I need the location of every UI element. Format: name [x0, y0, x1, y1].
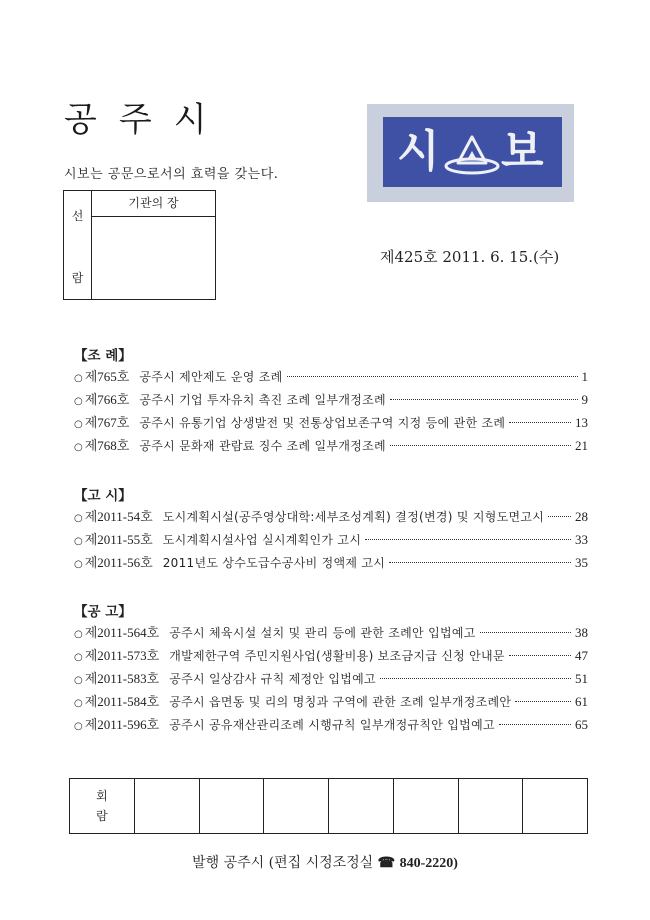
toc-title: 공주시 유통기업 상생발전 및 전통상업보존구역 지정 등에 관한 조례 — [139, 416, 506, 430]
circulation-signature-cell[interactable] — [394, 779, 459, 833]
toc-item[interactable] — [74, 506, 588, 526]
toc-page: 61 — [575, 694, 588, 709]
toc-title: 공주시 공유재산관리조례 시행규칙 일부개정규칙안 입법예고 — [169, 718, 495, 732]
toc-item[interactable] — [74, 714, 588, 734]
toc-title: 2011년도 상수도급수공사비 정액제 고시 — [162, 556, 386, 570]
toc-title: 도시계획시설(공주영상대학:세부조성계획) 결정(변경) 및 지형도면고시 — [162, 510, 545, 524]
toc-item[interactable] — [74, 691, 588, 711]
dot-leader — [380, 678, 571, 679]
dot-leader — [515, 701, 571, 702]
dot-leader — [390, 399, 578, 400]
toc-page: 13 — [575, 415, 588, 430]
toc-title: 도시계획시설사업 실시계획인가 고시 — [162, 533, 362, 547]
toc-page: 1 — [581, 369, 588, 384]
publisher-text: 발행 공주시 (편집 시정조정실 — [192, 855, 374, 871]
circulation-signature-cell[interactable] — [200, 779, 265, 833]
toc-number: 제767호 — [84, 415, 130, 430]
phone-number: 840-2220) — [399, 856, 458, 871]
toc-page: 21 — [575, 438, 588, 453]
bullet-icon: ○ — [74, 442, 83, 453]
toc-number: 제2011-583호 — [84, 671, 160, 686]
issue-number-date: 제425호 2011. 6. 15.(수) — [380, 248, 560, 266]
phone-icon: ☎ — [377, 856, 396, 871]
dot-leader — [365, 539, 571, 540]
circulation-signature-cell[interactable] — [329, 779, 394, 833]
toc-item[interactable] — [74, 668, 588, 688]
section-heading-notice: 【고 시】 — [74, 488, 132, 504]
toc-page: 47 — [575, 648, 588, 663]
section-heading-ordinance: 【조 례】 — [74, 348, 132, 364]
dot-leader — [287, 376, 578, 377]
toc-number: 제2011-56호 — [84, 555, 153, 570]
toc-item[interactable] — [74, 529, 588, 549]
bullet-icon: ○ — [74, 629, 83, 640]
approval-side-top: 선 — [71, 209, 84, 223]
water-drop-emblem-icon — [443, 133, 501, 177]
toc-item[interactable] — [74, 645, 588, 665]
circulation-label-bottom: 람 — [96, 809, 108, 823]
toc-page: 9 — [581, 392, 588, 407]
logo-right-char: 보 — [501, 126, 544, 177]
toc-page: 65 — [575, 717, 588, 732]
circulation-label-cell — [70, 779, 135, 833]
dot-leader — [389, 562, 571, 563]
toc-title: 공주시 읍면동 및 리의 명칭과 구역에 관한 조례 일부개정조례안 — [169, 695, 512, 709]
toc-title: 공주시 일상감사 규칙 제정안 입법예고 — [169, 672, 376, 686]
section-heading-announcement: 【공 고】 — [74, 604, 132, 620]
toc-number: 제766호 — [84, 392, 130, 407]
dot-leader — [480, 632, 571, 633]
tagline: 시보는 공문으로서의 효력을 갖는다. — [64, 167, 279, 182]
bullet-icon: ○ — [74, 675, 83, 686]
toc-title: 공주시 체육시설 설치 및 관리 등에 관한 조례안 입법예고 — [169, 626, 476, 640]
toc-item[interactable] — [74, 389, 588, 409]
bullet-icon: ○ — [74, 698, 83, 709]
toc-page: 28 — [575, 509, 588, 524]
city-title: 공주시 — [64, 100, 229, 140]
bullet-icon: ○ — [74, 536, 83, 547]
toc-number: 제765호 — [84, 369, 130, 384]
toc-number: 제2011-564호 — [84, 625, 160, 640]
toc-number: 제2011-55호 — [84, 532, 153, 547]
approval-side-bottom: 람 — [71, 271, 84, 285]
circulation-signature-cell[interactable] — [135, 779, 200, 833]
bullet-icon: ○ — [74, 559, 83, 570]
toc-page: 38 — [575, 625, 588, 640]
bullet-icon: ○ — [74, 652, 83, 663]
dot-leader — [509, 655, 571, 656]
circulation-table — [69, 778, 588, 834]
dot-leader — [390, 445, 571, 446]
logo-left-char: 시 — [397, 126, 440, 177]
circulation-signature-cell[interactable] — [459, 779, 524, 833]
circulation-signature-cell[interactable] — [523, 779, 587, 833]
bullet-icon: ○ — [74, 721, 83, 732]
toc-number: 제2011-54호 — [84, 509, 153, 524]
bullet-icon: ○ — [74, 419, 83, 430]
toc-page: 33 — [575, 532, 588, 547]
toc-item[interactable] — [74, 412, 588, 432]
approval-head-label: 기관의 장 — [92, 191, 215, 217]
dot-leader — [548, 516, 571, 517]
dot-leader — [509, 422, 571, 423]
bullet-icon: ○ — [74, 513, 83, 524]
toc-number: 제2011-596호 — [84, 717, 160, 732]
circulation-label-top: 회 — [96, 789, 108, 803]
circulation-signature-cell[interactable] — [264, 779, 329, 833]
toc-page: 35 — [575, 555, 588, 570]
toc-title: 개발제한구역 주민지원사업(생활비용) 보조금지급 신청 안내문 — [169, 649, 505, 663]
toc-title: 공주시 문화재 관람료 징수 조례 일부개정조례 — [139, 439, 386, 453]
toc-page: 51 — [575, 671, 588, 686]
approval-box — [63, 190, 216, 300]
toc-item[interactable] — [74, 622, 588, 642]
approval-side-column — [64, 191, 92, 299]
bullet-icon: ○ — [74, 396, 83, 407]
toc-item[interactable] — [74, 552, 588, 572]
toc-item[interactable] — [74, 366, 588, 386]
toc-number: 제2011-584호 — [84, 694, 160, 709]
sibo-logo-panel — [383, 117, 562, 187]
toc-title: 공주시 제안제도 운영 조례 — [139, 370, 283, 384]
toc-number: 제2011-573호 — [84, 648, 160, 663]
publisher-footer — [0, 852, 650, 872]
toc-title: 공주시 기업 투자유치 촉진 조례 일부개정조례 — [139, 393, 386, 407]
dot-leader — [499, 724, 571, 725]
toc-item[interactable] — [74, 435, 588, 455]
toc-number: 제768호 — [84, 438, 130, 453]
bullet-icon: ○ — [74, 373, 83, 384]
